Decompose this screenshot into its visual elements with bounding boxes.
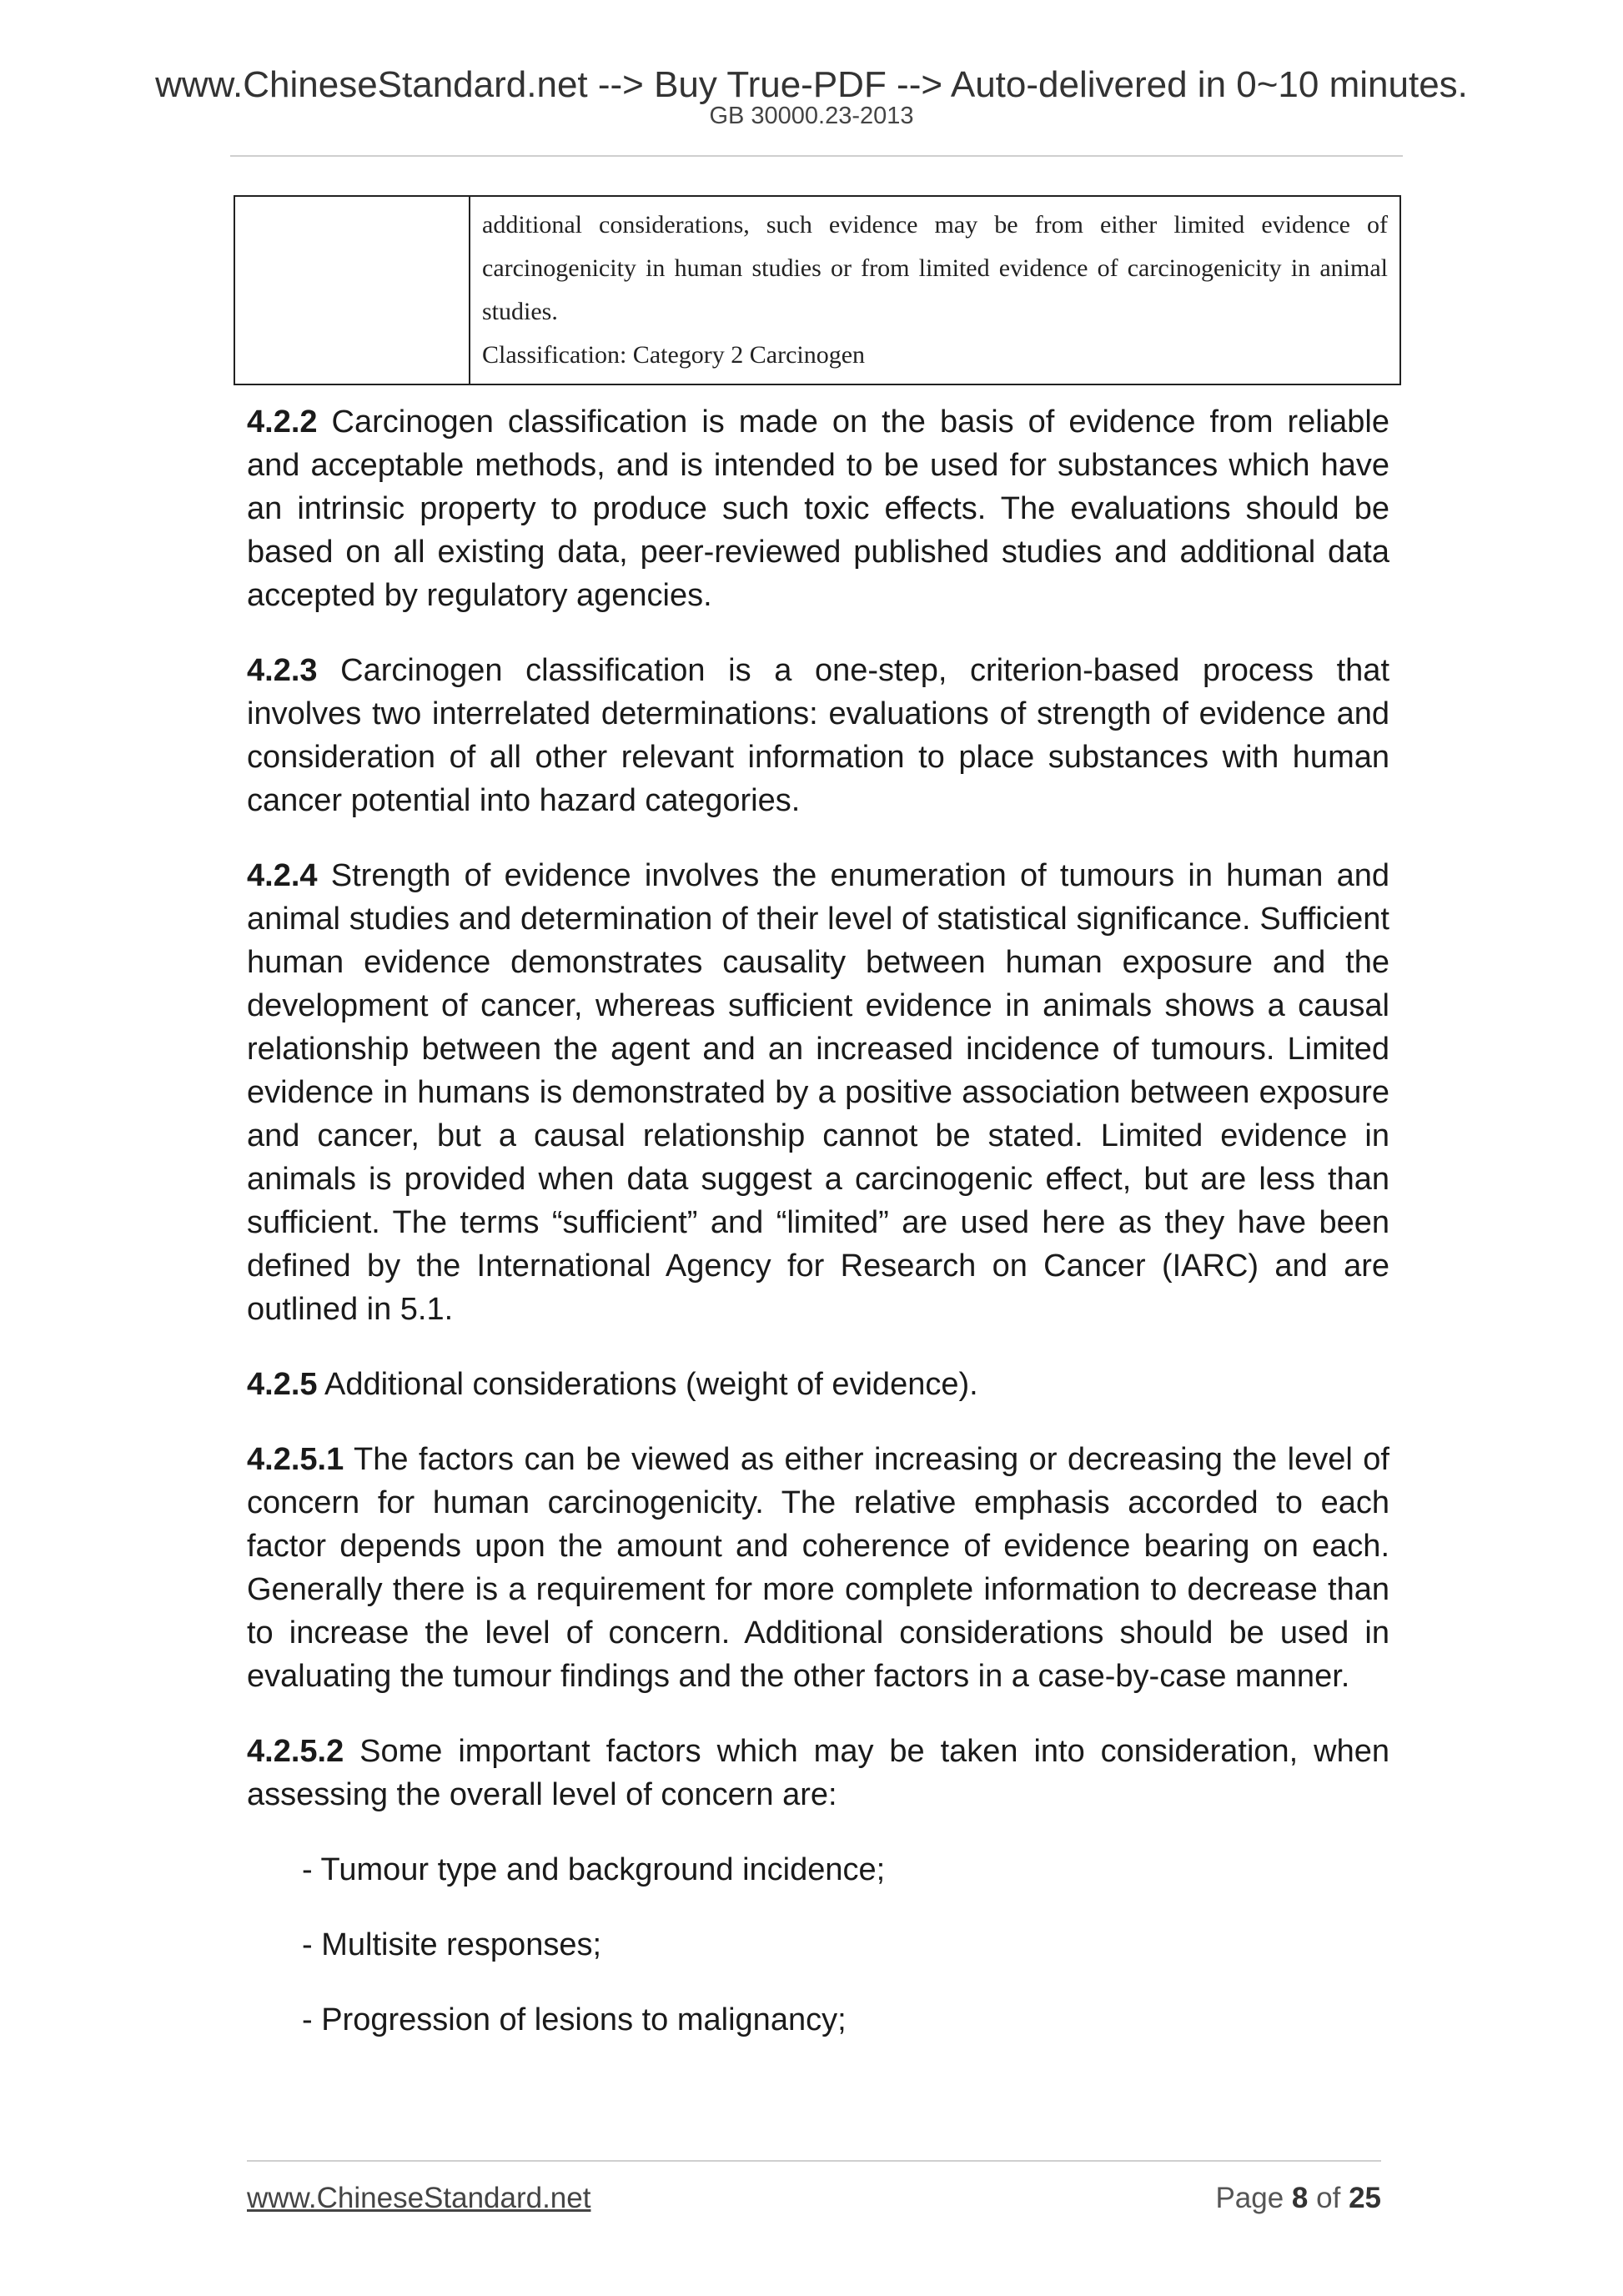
- page-of: of: [1316, 2182, 1341, 2214]
- standard-code: GB 30000.23-2013: [709, 103, 914, 129]
- section-4-2-4: [247, 854, 1389, 1331]
- criteria-text: additional considerations, such evidence may be from either limited evidence of carcinogenicity in human studies or from limited evidence of carcinogenicity in animal studies.: [482, 211, 1388, 325]
- section-number: 4.2.5: [247, 1367, 318, 1402]
- footer-site-link[interactable]: www.ChineseStandard.net: [247, 2182, 591, 2214]
- section-number: 4.2.5.1: [247, 1442, 344, 1477]
- table-row: [234, 196, 1400, 384]
- document-body: [247, 400, 1389, 2073]
- classification-label: Classification: Category 2 Carcinogen: [482, 341, 866, 369]
- section-number: 4.2.5.2: [247, 1734, 344, 1769]
- section-text: Carcinogen classification is made on the basis of evidence from reliable and acceptable methods, and is intended to be used for substances which have an intrinsic property to produce such toxic effects. The evaluations should be based on all existing data, peer-reviewed published studies and additional data accepted by regulatory agencies.: [247, 404, 1389, 613]
- list-item: - Progression of lesions to malignancy;: [302, 2002, 847, 2037]
- list-item: - Multisite responses;: [302, 1927, 602, 1962]
- section-text: Strength of evidence involves the enumeration of tumours in human and animal studies and determination of their level of statistical significance. Sufficient human evidence demonstrates causality between human exposure and the development of cancer, whereas sufficient evidence in animals shows a causal relationship between the agent and an increased incidence of tumours. Limited evidence in humans is demonstrated by a positive association between exposure and cancer, but a causal relationship cannot be stated. Limited evidence in animals is provided when data suggest a carcinogenic effect, but are less than sufficient. The terms “sufficient” and “limited” are used here as they have been defined by the International Agency for Research on Cancer (IARC) and are outlined in 5.1.: [247, 858, 1389, 1327]
- section-number: 4.2.4: [247, 858, 318, 893]
- section-4-2-5: [247, 1363, 1389, 1406]
- table-cell-criteria: [470, 196, 1400, 384]
- classification-table: [234, 195, 1401, 385]
- section-number: 4.2.2: [247, 404, 318, 440]
- section-text: Some important factors which may be taken into consideration, when assessing the overall level of concern are:: [247, 1734, 1389, 1812]
- table-cell-empty: [234, 196, 470, 384]
- section-text: Carcinogen classification is a one-step, criterion-based process that involves two interrelated determinations: evaluations of strength of evidence and consideration of all other relevant information to place substances with human cancer potential into hazard categories.: [247, 653, 1389, 818]
- header-divider: [230, 155, 1403, 157]
- section-text: The factors can be viewed as either increasing or decreasing the level of concern for human carcinogenicity. The relative emphasis accorded to each factor depends upon the amount and coherence of evidence bearing on each. Generally there is a requirement for more complete information to decrease than to increase the level of concern. Additional considerations should be used in evaluating the tumour findings and the other factors in a case-by-case manner.: [247, 1442, 1389, 1694]
- page-word: Page: [1215, 2182, 1284, 2214]
- page-current: 8: [1291, 2182, 1309, 2214]
- section-4-2-5-2: [247, 1730, 1389, 1816]
- factor-list: [247, 1848, 1389, 2042]
- promo-banner-link[interactable]: www.ChineseStandard.net --> Buy True-PDF --> Auto-delivered in 0~10 minutes.: [155, 64, 1468, 105]
- section-number: 4.2.3: [247, 653, 318, 688]
- footer-divider: [247, 2160, 1381, 2162]
- page-number: [1215, 2180, 1381, 2217]
- list-item: - Tumour type and background incidence;: [302, 1852, 886, 1887]
- section-4-2-5-1: [247, 1438, 1389, 1698]
- section-4-2-2: [247, 400, 1389, 617]
- section-text: Additional considerations (weight of evidence).: [324, 1367, 978, 1402]
- page-total: 25: [1349, 2182, 1381, 2214]
- section-4-2-3: [247, 649, 1389, 822]
